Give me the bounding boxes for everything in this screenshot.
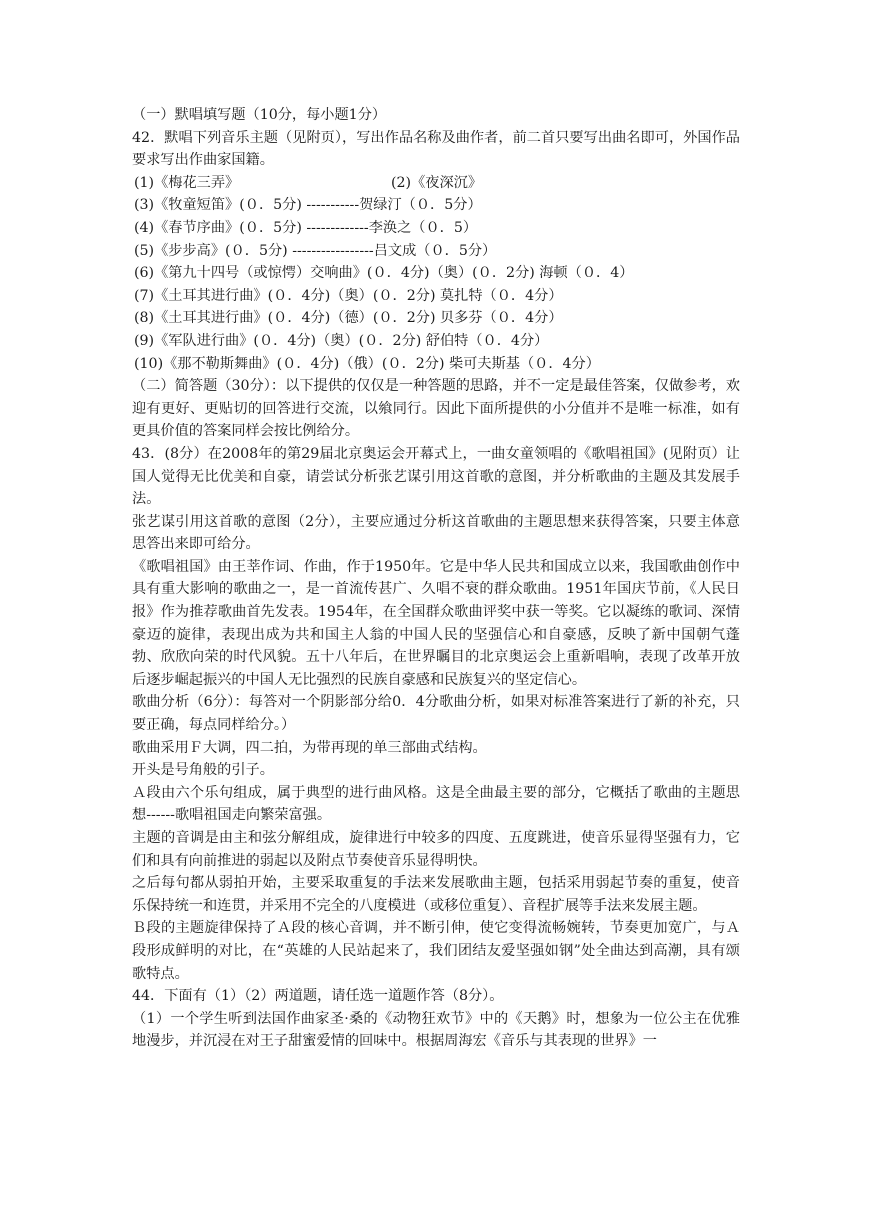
answer-item-2: (2)《夜深沉》 xyxy=(391,174,483,191)
answer-item-1: (1)《梅花三弄》 xyxy=(134,174,240,191)
answer-item-5: (5)《步步高》(０．5分) -----------------吕文成（０．5分） xyxy=(134,242,497,259)
question-43-paragraph: 歌曲分析（6分）：每答对一个阴影部分给0．4分歌曲分析，如果对标准答案进行了新的补充，只要正确，每点同样给分。） xyxy=(132,694,740,734)
answer-item-8: (8)《土耳其进行曲》(０．4分)（德）(０．2分) 贝多芬（０．4分） xyxy=(134,310,563,327)
question-43-paragraph: 主题的音调是由主和弦分解组成，旋律进行中较多的四度、五度跳进，使音乐显得坚强有力，它们和具有向前推进的弱起以及附点节奏使音乐显得明快。 xyxy=(132,830,740,869)
answer-row-1-2 xyxy=(132,172,740,195)
question-43-paragraph: 张艺谋引用这首歌的意图（2分），主要应通过分析这首歌曲的主题思想来获得答案，只要主体意思答出来即可给分。 xyxy=(132,513,740,553)
question-43-paragraph: Ｂ段的主题旋律保持了Ａ段的核心音调，并不断引伸，使它变得流畅婉转，节奏更加宽广，与Ａ段形成鲜明的对比，在“英雄的人民站起来了，我们团结友爱坚强如钢”处全曲达到高潮，具有颂歌特点。 xyxy=(132,920,740,982)
question-43-paragraph: 歌曲采用Ｆ大调，四二拍，为带再现的单三部曲式结构。 xyxy=(132,739,487,756)
answer-item-4: (4)《春节序曲》(０．5分) -------------李涣之（０．5） xyxy=(134,219,478,236)
answer-item-9: (9)《军队进行曲》(０．4分)（奥）(０．2分) 舒伯特（０．4分） xyxy=(134,332,549,349)
answer-item-10: (10)《那不勒斯舞曲》(０．4分)（俄）(０．2分) 柴可夫斯基（０．4分） xyxy=(134,355,600,372)
question-43-stem: 43．(8分）在2008年的第29届北京奥运会开幕式上，一曲女童领唱的《歌唱祖国》(见附页）让国人觉得无比优美和自豪，请尝试分析张艺谋引用这首歌的意图，并分析歌曲的主题及其发展手法。 xyxy=(132,445,740,508)
question-44-stem: 44．下面有（1）（2）两道题，请任选一道题作答（8分）。 xyxy=(132,988,504,1005)
question-43-paragraph: Ａ段由六个乐句组成，属于典型的进行曲风格。这是全曲最主要的部分，它概括了歌曲的主题思想------歌唱祖国走向繁荣富强。 xyxy=(132,784,740,824)
answer-item-6: (6)《第九十四号（或惊愕）交响曲》(０．4分)（奥）(０．2分) 海顿（０．4） xyxy=(134,265,634,282)
document-body xyxy=(132,104,740,1053)
question-43-paragraph: 《歌唱祖国》由王莘作词、作曲，作于1950年。它是中华人民共和国成立以来，我国歌曲创作中具有重大影响的歌曲之一，是一首流传甚广、久唱不衰的群众歌曲。1951年国庆节前，《人民日报》作为推荐歌曲首先发表。1954年，在全国群众歌曲评奖中获一等奖。它以凝练的歌词、深情豪迈的旋律，表现出成为共和国主人翁的中国人民的坚强信心和自豪感，反映了新中国朝气蓬勃、欣欣向荣的时代风貌。五十八年后，在世界瞩目的北京奥运会上重新唱响，表现了改革开放后逐步崛起振兴的中国人无比强烈的民族自豪感和民族复兴的坚定信心。 xyxy=(132,558,740,688)
answer-item-3: (3)《牧童短笛》(０．5分) -----------贺绿汀（０．5分） xyxy=(134,197,482,214)
section-2-intro: （二）简答题（30分）：以下提供的仅仅是一种答题的思路，并不一定是最佳答案，仅做参考，欢迎有更好、更贴切的回答进行交流，以飨同行。因此下面所提供的小分值并不是唯一标准，如有更具价值的答案同样会按比例给分。 xyxy=(132,378,740,440)
answer-item-7: (7)《土耳其进行曲》(０．4分)（奥）(０．2分) 莫扎特（０．4分） xyxy=(134,287,563,304)
question-43-paragraph: 开头是号角般的引子。 xyxy=(132,762,274,779)
question-43-paragraph: 之后每句都从弱拍开始，主要采取重复的手法来发展歌曲主题，包括采用弱起节奏的重复，使音乐保持统一和连贯，并采用不完全的八度模进（或移位重复）、音程扩展等手法来发展主题。 xyxy=(132,875,740,914)
section-heading: （一）默唱填写题（10分，每小题1分） xyxy=(132,107,387,123)
question-44-paragraph: （1）一个学生听到法国作曲家圣·桑的《动物狂欢节》中的《天鹅》时，想象为一位公主在优雅地漫步，并沉浸在对王子甜蜜爱情的回味中。根据周海宏《音乐与其表现的世界》一 xyxy=(132,1010,740,1050)
question-42-stem: 42．默唱下列音乐主题（见附页），写出作品名称及曲作者，前二首只要写出曲名即可，外国作品要求写出作曲家国籍。 xyxy=(132,129,740,169)
